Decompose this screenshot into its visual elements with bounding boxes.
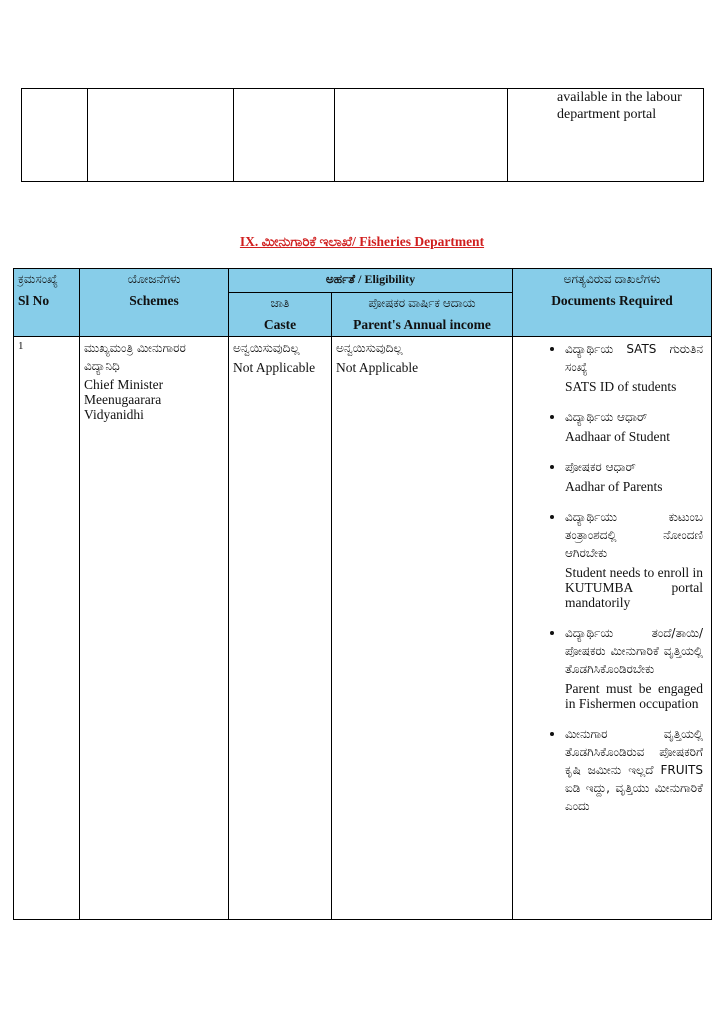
previous-table-fragment: [21, 88, 704, 182]
labour-portal-note: available in the labour department portal: [508, 89, 704, 182]
income-en: Not Applicable: [336, 360, 419, 375]
sl-number: 1: [14, 337, 80, 920]
caste-cell: [229, 337, 332, 920]
table-row: [14, 337, 712, 920]
list-item: • ಮೀನುಗಾರ ವೃತ್ತಿಯಲ್ಲಿ ತೊಡಗಿಸಿಕೊಂಡಿರುವ ಪೋಷಕರಿಗೆ ಕೃಷಿ ಜಮೀನು ಇಲ್ಲದೆ FRUITS ಐಡಿ ಇದ್ದು, ವೃತ್ತಿಯು ಮೀನುಗಾರಿಕೆ ಎಂದು: [565, 725, 703, 815]
list-item: • ವಿದ್ಯಾರ್ಥಿಯ SATS ಗುರುತಿನ ಸಂಖ್ಯೆ SATS ID of students: [565, 340, 703, 394]
documents-list: [517, 340, 707, 815]
documents-cell: [513, 337, 712, 920]
scheme-cell: [80, 337, 229, 920]
empty-cell: [234, 89, 335, 182]
caste-en: Not Applicable: [233, 360, 316, 375]
header-documents: ಅಗತ್ಯವಿರುವ ದಾಖಲೆಗಳು Documents Required: [513, 269, 712, 337]
list-item: • ವಿದ್ಯಾರ್ಥಿಯ ಆಧಾರ್ Aadhaar of Student: [565, 408, 703, 444]
list-item: • ಪೋಷಕರ ಆಧಾರ್ Aadhar of Parents: [565, 458, 703, 494]
list-item: • ವಿದ್ಯಾರ್ಥಿಯು ಕುಟುಂಬ ತಂತ್ರಾಂಶದಲ್ಲಿ ನೋಂದಣಿ ಆಗಿರಬೇಕು Student needs to enroll in KUTUMBA portal mandatorily: [565, 508, 703, 610]
scheme-name-en: Chief Minister Meenugaarara Vidyanidhi: [84, 377, 164, 422]
list-item: • ವಿದ್ಯಾರ್ಥಿಯ ತಂದೆ/ತಾಯಿ/ ಪೋಷಕರು ಮೀನುಗಾರಿಕೆ ವೃತ್ತಿಯಲ್ಲಿ ತೊಡಗಿಸಿಕೊಂಡಿರಬೇಕು Parent must be engaged in Fishermen occupation: [565, 624, 703, 711]
income-cell: [332, 337, 513, 920]
header-sl-no: ಕ್ರಮಸಂಖ್ಯೆ Sl No: [14, 269, 80, 337]
empty-cell: [335, 89, 508, 182]
scheme-name-kn: ಮುಖ್ಯಮಂತ್ರಿ ಮೀನುಗಾರರ ವಿದ್ಯಾನಿಧಿ: [84, 341, 186, 373]
empty-cell: [88, 89, 234, 182]
income-kn: ಅನ್ವಯಿಸುವುದಿಲ್ಲ: [336, 341, 403, 355]
section-heading: IX. ಮೀನುಗಾರಿಕೆ ಇಲಾಖೆ/ Fisheries Department: [239, 234, 485, 249]
header-income: ಪೋಷಕರ ವಾರ್ಷಿಕ ಆದಾಯ Parent's Annual income: [332, 293, 513, 337]
empty-cell: [22, 89, 88, 182]
fisheries-schemes-table: [13, 268, 712, 920]
header-eligibility: ಅರ್ಹತೆ / Eligibility: [229, 269, 513, 293]
header-schemes: ಯೋಜನೆಗಳು Schemes: [80, 269, 229, 337]
caste-kn: ಅನ್ವಯಿಸುವುದಿಲ್ಲ: [233, 341, 300, 355]
header-caste: ಜಾತಿ Caste: [229, 293, 332, 337]
